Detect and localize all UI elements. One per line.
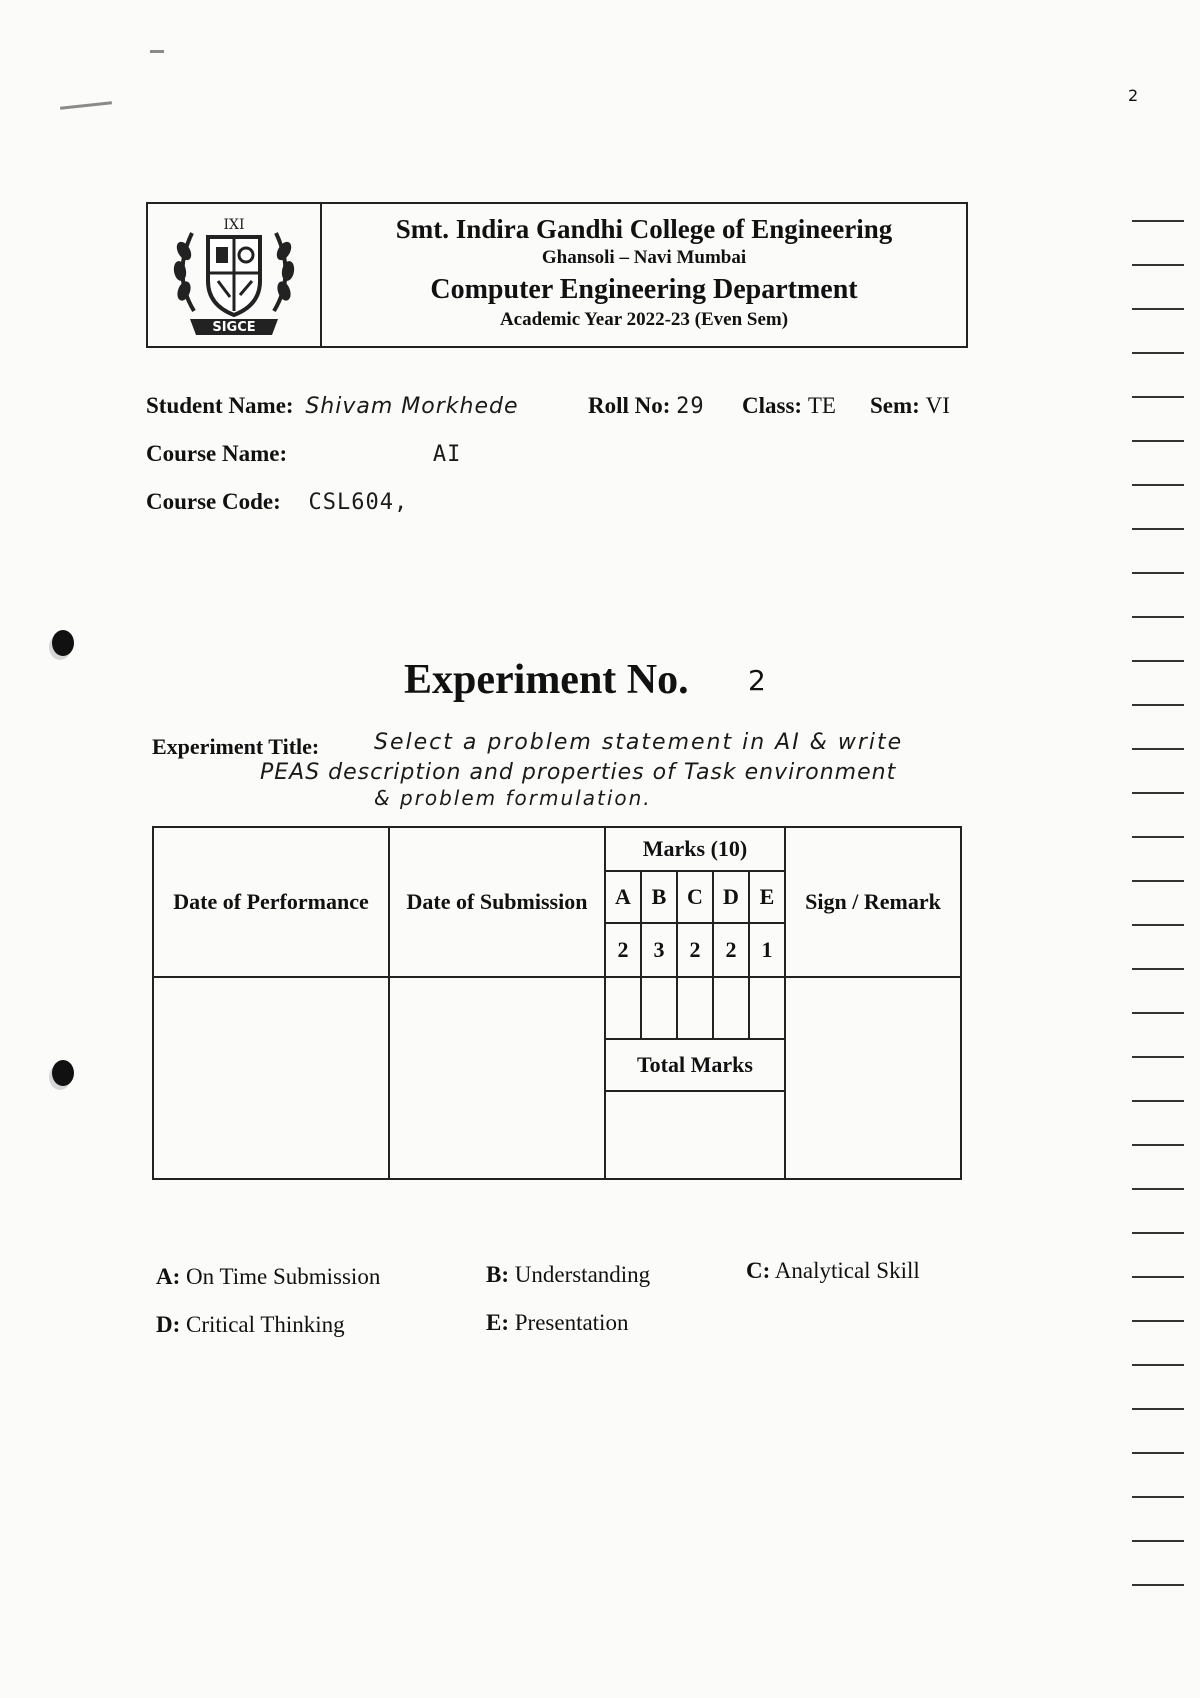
class-label: Class: xyxy=(742,393,803,418)
academic-year: Academic Year 2022-23 (Even Sem) xyxy=(499,309,789,330)
college-logo xyxy=(148,204,322,346)
experiment-title-line: & problem formulation. xyxy=(374,786,652,810)
course-code-label: Course Code: xyxy=(146,489,281,514)
roll-row xyxy=(588,393,705,419)
college-crest-icon xyxy=(164,211,304,339)
sem-row xyxy=(870,393,950,419)
experiment-title-label: Experiment Title: xyxy=(152,734,320,759)
roll-label: Roll No: xyxy=(588,393,671,418)
criteria-cell: B xyxy=(641,871,677,923)
score-cell xyxy=(713,977,749,1039)
max-marks-cell: 2 xyxy=(605,923,641,977)
punch-hole xyxy=(52,630,74,656)
date-of-submission-cell xyxy=(389,977,605,1179)
experiment-title-line: PEAS description and properties of Task environment xyxy=(260,760,897,785)
college-name: Smt. Indira Gandhi College of Engineering xyxy=(395,214,893,244)
college-header xyxy=(146,202,968,348)
max-marks-cell: 2 xyxy=(677,923,713,977)
criteria-cell: D xyxy=(713,871,749,923)
svg-text:IXI: IXI xyxy=(223,217,245,233)
class-value: TE xyxy=(807,393,836,418)
ruled-lines xyxy=(1132,220,1188,1628)
legend-item: D: Critical Thinking xyxy=(156,1312,345,1337)
experiment-number: 2 xyxy=(748,664,766,697)
score-cell xyxy=(677,977,713,1039)
student-name-row xyxy=(146,393,519,419)
score-cell xyxy=(641,977,677,1039)
class-row xyxy=(742,393,836,419)
sem-label: Sem: xyxy=(870,393,920,418)
criteria-cell: E xyxy=(749,871,785,923)
date-of-performance-cell xyxy=(153,977,389,1179)
course-name-row xyxy=(146,441,461,467)
student-name-label: Student Name: xyxy=(146,393,294,418)
max-marks-cell: 2 xyxy=(713,923,749,977)
experiment-heading: Experiment No. xyxy=(404,657,689,703)
legend-item: A: On Time Submission xyxy=(156,1264,381,1289)
date-of-performance-header: Date of Performance xyxy=(153,827,389,977)
sem-value: VI xyxy=(925,393,950,418)
legend-item: C: Analytical Skill xyxy=(746,1258,920,1283)
legend-item: B: Understanding xyxy=(486,1262,651,1287)
page-number: 2 xyxy=(1128,86,1139,105)
score-cell xyxy=(749,977,785,1039)
score-cell xyxy=(605,977,641,1039)
punch-hole xyxy=(52,1060,74,1086)
svg-text:SIGCE: SIGCE xyxy=(212,320,256,335)
student-name-value: Shivam Morkhede xyxy=(305,394,519,419)
max-marks-cell: 3 xyxy=(641,923,677,977)
department-name: Computer Engineering Department xyxy=(430,274,858,305)
experiment-title-line: Select a problem statement in AI & write xyxy=(374,730,904,755)
course-code-value: CSL604, xyxy=(308,490,409,515)
course-name-label: Course Name: xyxy=(146,441,288,466)
scan-mark xyxy=(60,101,112,109)
criteria-cell: C xyxy=(677,871,713,923)
course-name-value: AI xyxy=(432,442,462,467)
total-marks-cell xyxy=(605,1091,785,1179)
marks-table xyxy=(152,826,962,1180)
max-marks-cell: 1 xyxy=(749,923,785,977)
sign-remark-cell xyxy=(785,977,961,1179)
legend-item: E: Presentation xyxy=(486,1310,629,1335)
sign-remark-header: Sign / Remark xyxy=(785,827,961,977)
total-marks-label: Total Marks xyxy=(605,1039,785,1091)
college-location: Ghansoli – Navi Mumbai xyxy=(541,247,747,268)
marks-header: Marks (10) xyxy=(605,827,785,871)
criteria-cell: A xyxy=(605,871,641,923)
roll-value: 29 xyxy=(676,394,705,419)
scan-mark xyxy=(150,50,164,53)
course-code-row xyxy=(146,489,408,515)
date-of-submission-header: Date of Submission xyxy=(389,827,605,977)
